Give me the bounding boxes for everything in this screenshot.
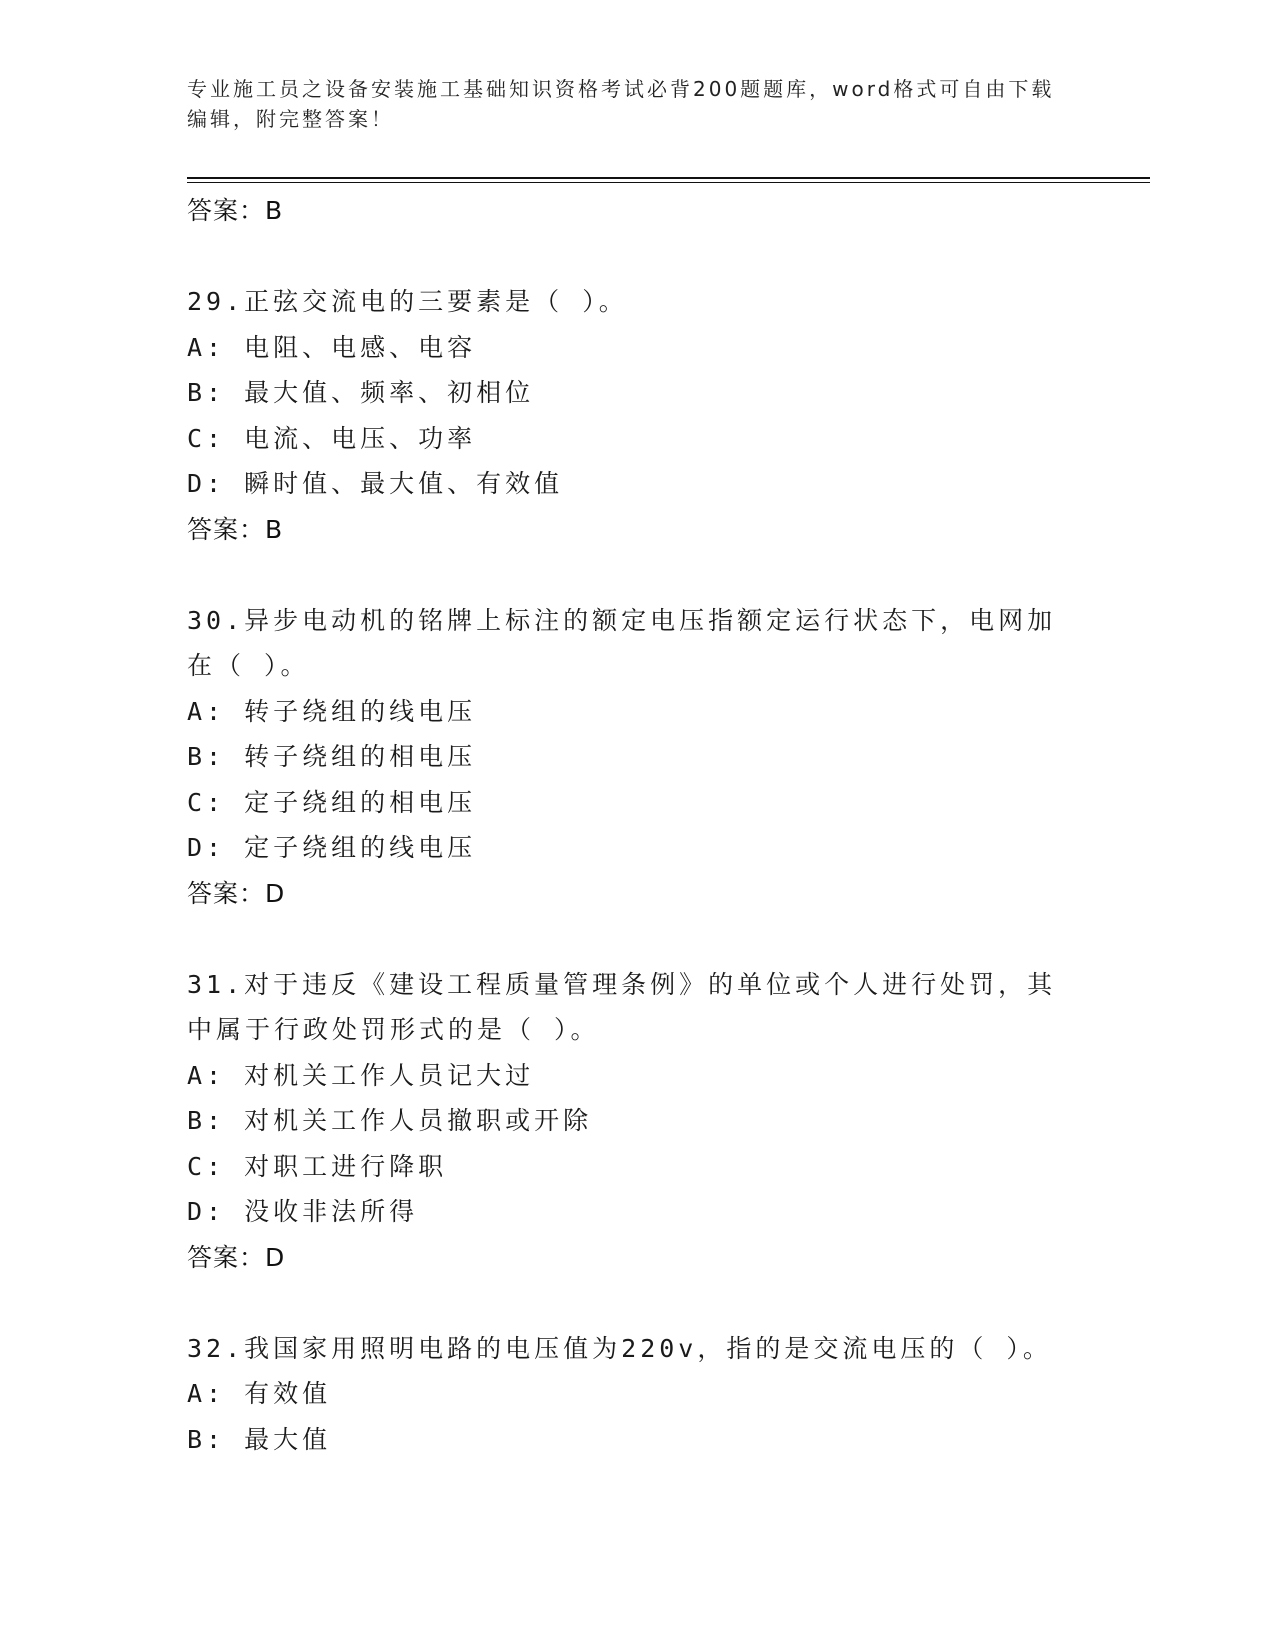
- question-block: [187, 1326, 1087, 1463]
- option-d: D: 瞬时值、最大值、有效值: [187, 469, 564, 498]
- question-block: [187, 598, 1087, 917]
- spacer: [187, 234, 1087, 280]
- option-a: A: 电阻、电感、电容: [187, 332, 477, 362]
- answer-line: 答案：D: [187, 1242, 286, 1272]
- header-divider-thin: [187, 182, 1150, 183]
- question-block: [187, 279, 1087, 552]
- option-c: C: 对职工进行降职: [187, 1151, 448, 1181]
- question-block: [187, 962, 1087, 1281]
- option-b: B: 最大值: [187, 1424, 332, 1454]
- spacer: [187, 1280, 1087, 1326]
- spacer: [187, 552, 1087, 598]
- answer-line: 答案：B: [187, 514, 284, 544]
- spacer: [187, 916, 1087, 962]
- question-content: [187, 188, 1087, 1462]
- question-stem: 32.我国家用照明电路的电压值为220v，指的是交流电压的（ ）。: [187, 1333, 1052, 1363]
- option-b: B: 转子绕组的相电压: [187, 742, 477, 771]
- option-c: C: 电流、电压、功率: [187, 423, 477, 453]
- header-divider-thick: [187, 177, 1150, 179]
- answer-line: 答案：B: [187, 196, 284, 225]
- option-a: A: 有效值: [187, 1379, 332, 1408]
- option-b: B: 对机关工作人员撤职或开除: [187, 1106, 593, 1135]
- question-stem: 29.正弦交流电的三要素是（ ）。: [187, 287, 628, 316]
- answer-line: 答案：D: [187, 878, 286, 908]
- option-d: D: 没收非法所得: [187, 1197, 419, 1226]
- document-header: 专业施工员之设备安装施工基础知识资格考试必背200题题库，word格式可自由下载编辑，附完整答案！: [187, 77, 1055, 131]
- option-a: A: 对机关工作人员记大过: [187, 1060, 535, 1090]
- option-c: C: 定子绕组的相电压: [187, 787, 477, 817]
- question-stem: 31.对于违反《建设工程质量管理条例》的单位或个人进行处罚，其中属于行政处罚形式的是（ ）。: [187, 969, 1057, 1044]
- option-b: B: 最大值、频率、初相位: [187, 378, 535, 407]
- question-stem: 30.异步电动机的铭牌上标注的额定电压指额定运行状态下，电网加在（ ）。: [187, 605, 1057, 680]
- option-a: A: 转子绕组的线电压: [187, 696, 477, 726]
- option-d: D: 定子绕组的线电压: [187, 833, 477, 862]
